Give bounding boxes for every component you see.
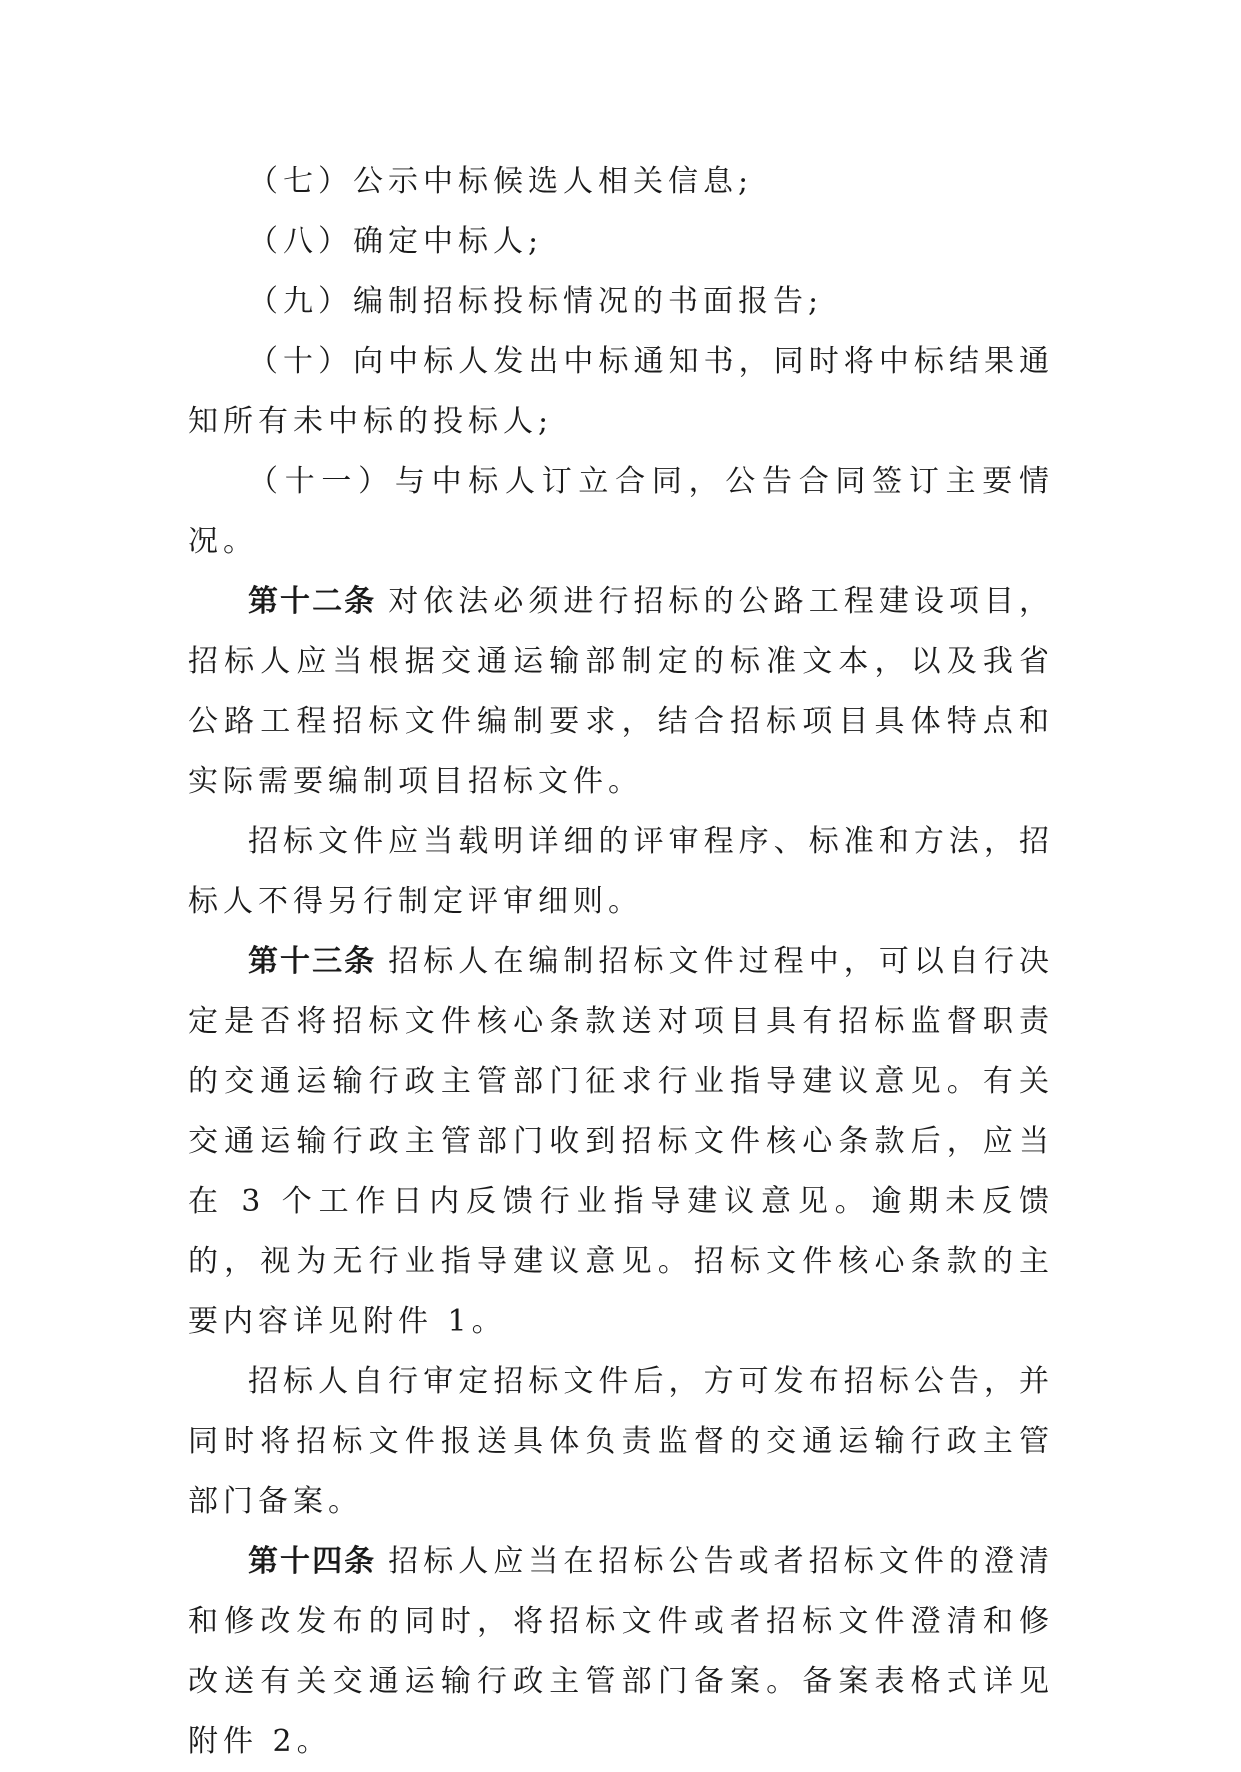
list-item-10: （十）向中标人发出中标通知书，同时将中标结果通知所有未中标的投标人; — [188, 344, 1054, 439]
article-14-text: 招标人应当在招标公告或者招标文件的澄清和修改发布的同时，将招标文件或者招标文件澄清和修改送有关交通运输行政主管部门备案。备案表格式详见附件 2。 — [188, 1544, 1055, 1759]
article-13-paragraph-2: 招标人自行审定招标文件后，方可发布招标公告，并同时将招标文件报送具体负责监督的交通运输行政主管部门备案。 — [188, 1364, 1054, 1519]
list-item-11: （十一）与中标人订立合同，公告合同签订主要情况。 — [188, 464, 1054, 559]
article-14-heading: 第十四条 — [248, 1544, 377, 1579]
article-12-heading: 第十二条 — [248, 584, 377, 619]
document-body — [188, 152, 1054, 1772]
article-13-heading: 第十三条 — [248, 944, 377, 979]
list-item-9: （九）编制招标投标情况的书面报告; — [248, 284, 824, 319]
article-12 — [188, 572, 1054, 812]
list-item-7: （七）公示中标候选人相关信息; — [248, 164, 754, 199]
article-14 — [188, 1532, 1054, 1772]
article-13 — [188, 932, 1054, 1352]
list-item-8: （八）确定中标人; — [248, 224, 544, 259]
article-12-paragraph-2: 招标文件应当载明详细的评审程序、标准和方法，招标人不得另行制定评审细则。 — [188, 824, 1054, 919]
article-12-text: 对依法必须进行招标的公路工程建设项目，招标人应当根据交通运输部制定的标准文本，以及我省公路工程招标文件编制要求，结合招标项目具体特点和实际需要编制项目招标文件。 — [188, 584, 1055, 799]
article-13-text: 招标人在编制招标文件过程中，可以自行决定是否将招标文件核心条款送对项目具有招标监督职责的交通运输行政主管部门征求行业指导建议意见。有关交通运输行政主管部门收到招标文件核心条款后，应当在 3 个工作日内反馈行业指导建议意见。逾期未反馈的，视为无行业指导建议意见。招标文件核心条款的主要内容详见附件 1。 — [188, 944, 1055, 1339]
